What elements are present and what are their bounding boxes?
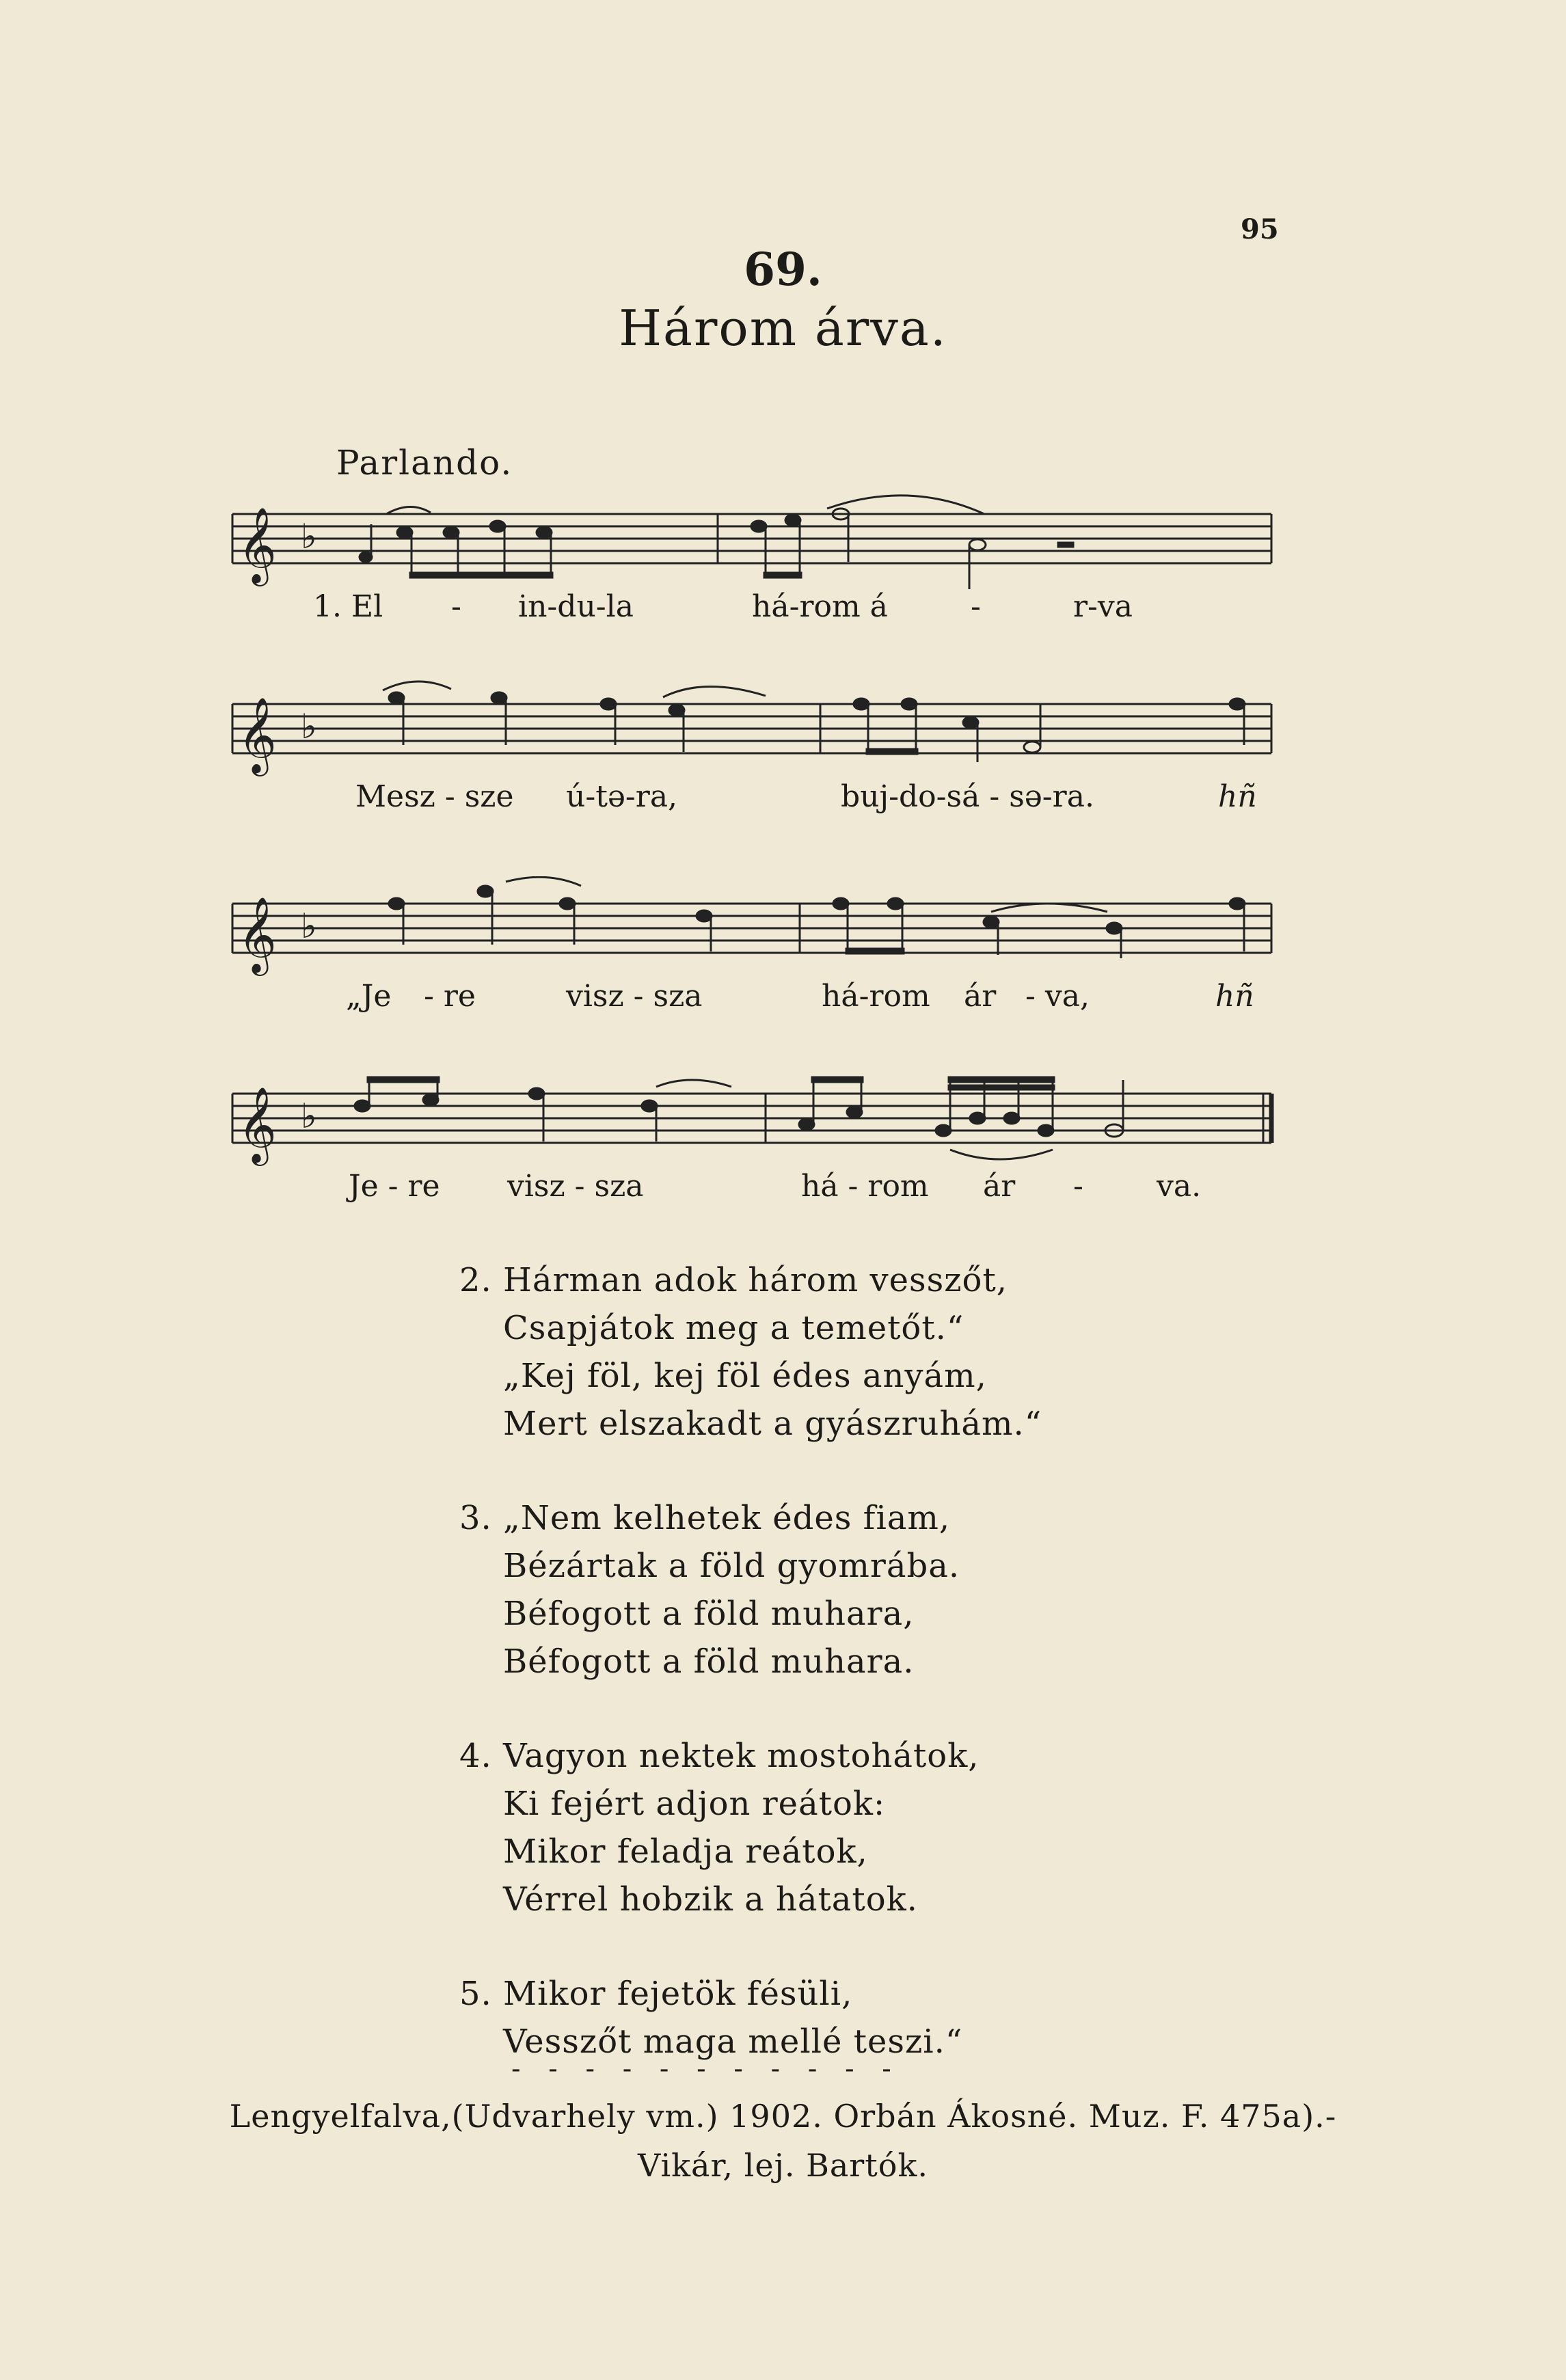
lyric-syllable: visz - sza	[507, 1169, 644, 1204]
verse-line: „Nem kelhetek édes fiam,	[503, 1499, 951, 1537]
tempo-marking: Parlando.	[336, 443, 513, 483]
svg-text:𝄞: 𝄞	[238, 896, 277, 973]
page-number: 95	[1241, 213, 1279, 245]
verse-line: Ki fejért adjon reátok:	[503, 1785, 886, 1823]
lyric-syllable: va.	[1157, 1169, 1202, 1204]
music-system-3	[226, 876, 1278, 1013]
music-system-2	[226, 677, 1278, 813]
lyric-syllable: -	[1073, 1169, 1083, 1204]
verse-line: Béfogott a föld muhara,	[503, 1595, 915, 1633]
lyric-syllable: há-rom	[822, 979, 930, 1014]
stanza-2	[459, 1256, 1042, 1448]
source-line-2: Vikár, lej. Bartók.	[638, 2147, 928, 2184]
verse-line: Béfogott a föld muhara.	[503, 1642, 915, 1681]
stanza-5	[459, 1970, 1042, 2066]
svg-text:♭: ♭	[301, 1096, 317, 1136]
lyric-syllable: ár	[964, 979, 997, 1014]
music-system-4	[226, 1066, 1278, 1203]
source-citation	[0, 2092, 1566, 2190]
stanza-number: 2.	[459, 1261, 492, 1299]
lyric-syllable: -	[451, 589, 461, 624]
lyric-syllable: „Je	[346, 979, 392, 1014]
source-line-1: Lengyelfalva,(Udvarhely vm.) 1902. Orbán Ákosné. Muz. F. 475a).-	[229, 2098, 1337, 2135]
lyric-syllable: in-du-la	[518, 589, 634, 624]
lyric-syllable: há-rom á	[752, 589, 888, 624]
verse-line: Mert elszakadt a gyászruhám.“	[503, 1405, 1042, 1443]
lyric-syllable: Je - re	[349, 1169, 440, 1204]
svg-text:𝄞: 𝄞	[238, 506, 277, 583]
lyric-syllable: ár	[983, 1169, 1016, 1204]
lyric-syllable: Mesz - sze	[355, 779, 514, 814]
lyric-syllable: há - rom	[801, 1169, 929, 1204]
svg-text:𝄞: 𝄞	[238, 697, 277, 773]
verse-line: Mikor fejetök fésüli,	[503, 1975, 853, 2013]
lyric-syllable: hñ	[1218, 779, 1257, 814]
separator-dashes: - - - - - - - - - - -	[511, 2053, 901, 2085]
lyric-syllable: visz - sza	[566, 979, 703, 1014]
svg-text:♭: ♭	[301, 517, 317, 556]
verse-line: Mikor feladja reátok,	[503, 1833, 868, 1871]
lyric-syllable: - re	[424, 979, 476, 1014]
lyric-syllable: r-va	[1073, 589, 1133, 624]
stanza-list	[459, 1256, 1042, 2112]
stanza-4	[459, 1732, 1042, 1923]
lyric-syllable: buj-do-sá - sə-ra.	[841, 779, 1094, 814]
music-system-1	[226, 487, 1278, 623]
lyric-syllable: 1. El	[313, 589, 383, 624]
stanza-number: 3.	[459, 1499, 492, 1537]
lyric-syllable: ú-tə-ra,	[566, 779, 678, 814]
verse-line: Bézártak a föld gyomrába.	[503, 1547, 960, 1585]
svg-text:𝄞: 𝄞	[238, 1086, 277, 1163]
stanza-3	[459, 1494, 1042, 1686]
lyric-syllable: hñ	[1215, 979, 1254, 1014]
stanza-number: 4.	[459, 1737, 492, 1775]
stanza-number: 5.	[459, 1975, 492, 2013]
verse-line: Vagyon nektek mostohátok,	[503, 1737, 980, 1775]
lyric-syllable: -	[971, 589, 981, 624]
lyric-syllable: - va,	[1025, 979, 1090, 1014]
verse-line: Csapjátok meg a temetőt.“	[503, 1309, 964, 1347]
verse-line: Vesszőt maga mellé teszi.“	[503, 2023, 963, 2061]
svg-text:♭: ♭	[301, 906, 317, 946]
verse-line: „Kej föl, kej föl édes anyám,	[503, 1357, 987, 1395]
verse-line: Hárman adok három vesszőt,	[503, 1261, 1008, 1299]
verse-line: Vérrel hobzik a hátatok.	[503, 1880, 918, 1919]
song-title: Három árva.	[619, 299, 947, 357]
song-number: 69.	[744, 243, 822, 296]
svg-text:♭: ♭	[301, 707, 317, 746]
